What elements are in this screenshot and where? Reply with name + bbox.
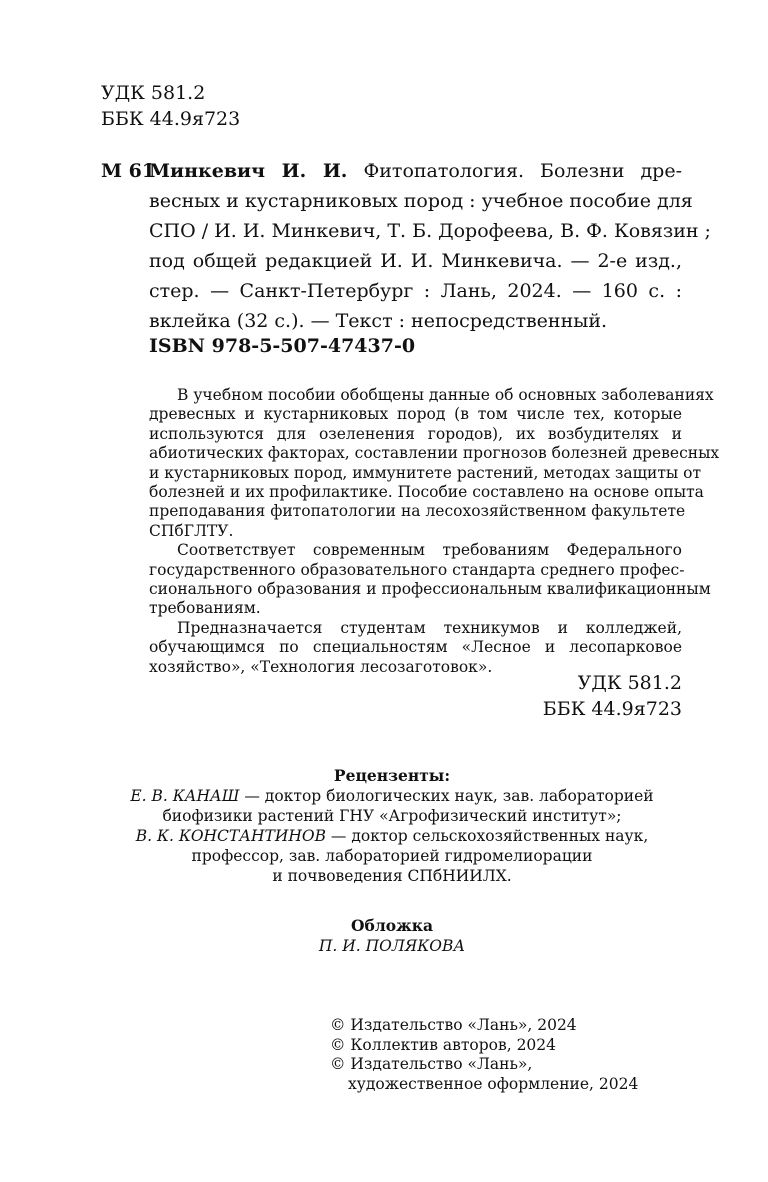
cover-credit xyxy=(100,916,684,956)
copyright-line: © Издательство «Лань», 2024 xyxy=(330,1016,577,1034)
catalog-line: СПО / И. И. Минкевич, Т. Б. Дорофеева, В. Ф. Ковязин ; xyxy=(149,220,711,242)
copyright-line: © Издательство «Лань», xyxy=(330,1055,533,1073)
udk-code: УДК 581.2 xyxy=(577,672,682,694)
bbk-code: ББК 44.9я723 xyxy=(542,698,682,720)
abstract-line: государственного образовательного стандарта среднего профес- xyxy=(149,560,685,579)
catalog-line xyxy=(149,156,682,186)
bbk-code: ББК 44.9я723 xyxy=(101,108,241,130)
reviewers-heading: Рецензенты: xyxy=(333,766,451,785)
reviewer-line xyxy=(100,786,684,806)
copyright-line: © Коллектив авторов, 2024 xyxy=(330,1035,557,1054)
reviewer-line: и почвоведения СПбНИИЛХ. xyxy=(272,867,512,885)
copyright-line: художественное оформление, 2024 xyxy=(348,1074,639,1093)
catalog-author: Минкевич И. И. xyxy=(149,160,348,182)
catalog-line: вклейка (32 с.). — Текст : непосредственный. xyxy=(149,310,608,332)
abstract-line: В учебном пособии обобщены данные об основных заболеваниях xyxy=(177,386,714,404)
abstract-line: обучающимся по специальностям «Лесное и лесопарковое xyxy=(149,638,682,657)
catalog-title: Фитопатология. Болезни дре- xyxy=(363,160,683,182)
top-classification-codes xyxy=(101,80,240,132)
reviewer-line xyxy=(100,826,684,846)
cover-designer: П. И. ПОЛЯКОВА xyxy=(318,937,466,955)
reviewer-info: — доктор сельскохозяйственных наук, xyxy=(325,827,649,845)
cover-heading: Обложка xyxy=(351,916,433,935)
bottom-classification-codes xyxy=(450,670,682,722)
abstract-line: преподавания фитопатологии на лесохозяйственном факультете xyxy=(149,502,686,521)
udk-code: УДК 581.2 xyxy=(101,82,206,104)
abstract xyxy=(149,386,720,677)
reviewer-info: — доктор биологических наук, зав. лабораторией xyxy=(239,787,654,805)
abstract-line: хозяйство», «Технология лесозаготовок». xyxy=(149,657,493,676)
abstract-line: древесных и кустарниковых пород (в том числе тех, которые xyxy=(149,405,682,424)
catalog-line: весных и кустарниковых пород : учебное пособие для xyxy=(149,190,693,212)
abstract-line: болезней и их профилактике. Пособие составлено на основе опыта xyxy=(149,483,704,502)
reviewer-line: биофизики растений ГНУ «Агрофизический институт»; xyxy=(162,807,622,825)
abstract-line: Соответствует современным требованиям Федерального xyxy=(177,541,682,560)
catalog-record xyxy=(149,156,711,336)
reviewer-line: профессор, зав. лабораторией гидромелиорации xyxy=(191,847,593,865)
catalog-line: под общей редакцией И. И. Минкевича. — 2-е изд., xyxy=(149,250,682,272)
abstract-line: используются для озеленения городов), их возбудителях и xyxy=(149,424,682,443)
abstract-line: и кустарниковых пород, иммунитете растений, методах защиты от xyxy=(149,463,702,482)
copyright xyxy=(330,1016,638,1094)
abstract-line: требованиям. xyxy=(149,599,261,618)
abstract-line: сионального образования и профессиональным квалификационным xyxy=(149,580,711,599)
abstract-line: Предназначается студентам техникумов и колледжей, xyxy=(177,618,682,637)
abstract-line: СПбГЛТУ. xyxy=(149,521,234,540)
abstract-line: абиотических факторах, составлении прогнозов болезней древесных xyxy=(149,444,720,463)
catalog-line: стер. — Санкт-Петербург : Лань, 2024. — 160 с. : xyxy=(149,280,682,302)
reviewer-name: Е. В. КАНАШ xyxy=(130,787,240,805)
reviewer-name: В. К. КОНСТАНТИНОВ xyxy=(135,827,326,845)
author-mark: М 61 xyxy=(101,160,156,182)
reviewers xyxy=(100,766,684,886)
isbn: ISBN 978-5-507-47437-0 xyxy=(149,335,416,357)
